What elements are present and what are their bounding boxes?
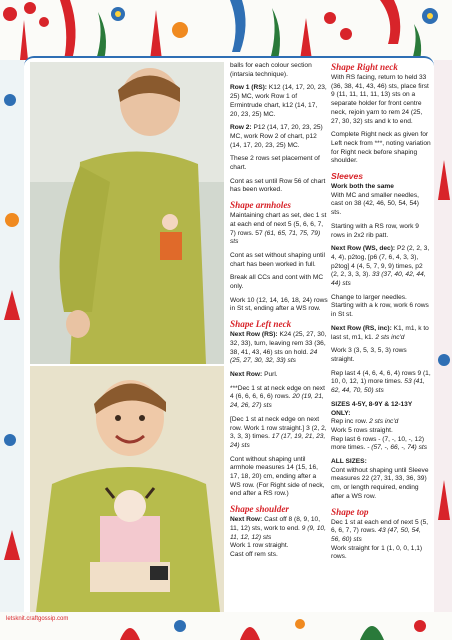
paragraph: Cast off rem sts.: [230, 550, 278, 558]
row-label: Next Row (RS):: [230, 331, 278, 339]
text: ***Dec 1 st at neck edge on next 4 (6, 6, 6, 6, 6) rows.: [230, 384, 325, 401]
paragraph: [331, 436, 431, 453]
row-instruction: [230, 124, 328, 150]
stitch-count: - (57, -, 66, -, 74) sts: [367, 444, 428, 452]
heading-shape-top: Shape top: [331, 506, 369, 517]
paragraph: Cont as set until Row 56 of chart has been worked.: [230, 177, 326, 194]
row-label: Next Row (WS, dec):: [331, 245, 396, 253]
paragraph: With RS facing, return to held 33 (36, 38, 41, 43, 46) sts, place first 9 (11, 11, 11, 11, 13) sts on a separate holder for front centre neck, rejoin yarn to rem 24 (25, 27, 30, 32) sts and k to end.: [331, 74, 429, 125]
text: Dec 1 st at each end of next 5 (5, 6, 6, 7, 7) rows.: [331, 518, 429, 535]
paragraph: Cont without shaping until armhole measures 14 (15, 16, 17, 18, 20) cm, ending after a WS row. (For Right side of neck, end after a RS row.): [230, 455, 325, 498]
paragraph: Break all CCs and cont with MC only.: [230, 274, 324, 291]
sizes-label: ALL SIZES:: [331, 458, 367, 466]
heading-shape-shoulder: Shape shoulder: [230, 504, 289, 515]
paragraph: With MC and smaller needles, cast on 38 (42, 46, 50, 54, 54) sts.: [331, 191, 419, 217]
stitch-count: 2 sts inc'd: [375, 333, 405, 341]
row-text: P2 (2, 2, 3, 4, 4), p2tog, [p6 (7, 6, 4, 3, 3), p2tog] 4 (4, 5, 7, 9, 9) times, p2 (2, 2, 3, 3, 3).: [331, 245, 430, 279]
row-instruction: [230, 331, 328, 366]
row-label: Next Row:: [230, 516, 263, 524]
stitch-count: 20 (19, 21, 24, 26, 27) sts: [230, 393, 324, 410]
row-label: Next Row (RS, inc):: [331, 324, 392, 332]
paragraph: Work 5 rows straight.: [331, 426, 393, 434]
row-text: K1, m1, k to last st, m1, k1.: [331, 324, 429, 341]
stitch-count: 33 (37, 40, 42, 44, 44) sts: [331, 271, 426, 288]
stitch-count: 2 sts inc'd: [369, 418, 399, 426]
stitch-count: 17 (17, 19, 21, 23, 24) sts: [230, 433, 326, 449]
paragraph: Work 3 (3, 5, 3, 5, 3) rows straight.: [331, 347, 407, 363]
stitch-unit: sts: [230, 238, 239, 246]
paragraph: [230, 385, 328, 411]
heading-shape-left-neck: Shape Left neck: [230, 319, 292, 330]
paragraph: Work 10 (12, 14, 16, 18, 24) rows in St st, ending after a WS row.: [230, 296, 328, 313]
stitch-count: 43 (47, 50, 54, 56, 60) sts: [331, 527, 421, 543]
top-folk-art-banner: [0, 0, 452, 60]
stitch-count: 24 (25, 27, 30, 32, 33) sts: [230, 348, 318, 365]
row-text: K24 (25, 27, 30, 32, 33), turn, leaving rem 33 (36, 38, 41, 43, 46) sts on hold.: [230, 331, 327, 356]
text: Rep last 4 (4, 6, 4, 6, 4) rows 9 (1, 10, 0, 12, 1) more times.: [331, 369, 431, 386]
paragraph: These 2 rows set placement of chart.: [230, 155, 320, 172]
subheading-text: Work both the same: [331, 183, 394, 191]
paragraph: Work straight for 1 (1, 0, 0, 1,1) rows.: [331, 544, 423, 561]
row-text: P12 (14, 17, 20, 23, 25) MC, work Row 2 of chart, p12 (14, 17, 20, 23, 25) MC.: [230, 124, 323, 149]
paragraph: Change to larger needles. Starting with a k row, work 6 rows in St st.: [331, 293, 429, 319]
text: [Dec 1 st at neck edge on next row. Work 1 row straight.] 3 (2, 2, 3, 3, 3) times.: [230, 415, 327, 441]
row-label: Row 2:: [230, 124, 252, 132]
footer-url[interactable]: letsknit.craftgossip.com: [6, 616, 69, 622]
row-instruction: [331, 245, 431, 289]
paragraph: [230, 416, 328, 451]
row-instruction: [230, 84, 328, 119]
photo-boy-front-view: [30, 366, 224, 612]
row-label: Next Row:: [230, 370, 263, 378]
sizes-heading: [331, 458, 431, 467]
paragraph: [331, 418, 431, 427]
row-text: K12 (14, 17, 20, 23, 25) MC, work Row 1 of Ermintrude chart, k12 (14, 17, 20, 23, 25) MC.: [230, 84, 327, 118]
paragraph: Cont without shaping until Sleeve measures 22 (27, 31, 33, 36, 39) cm, or length required, ending after a WS row.: [331, 466, 429, 500]
stitch-count: (61, 65, 71, 75, 79): [264, 229, 321, 237]
paragraph: [331, 370, 431, 396]
paragraph: balls for each colour section (intarsia technique).: [230, 62, 312, 78]
heading-shape-right-neck: Shape Right neck: [331, 62, 398, 72]
row-instruction: [230, 516, 328, 542]
sizes-heading: [331, 401, 431, 418]
photo-boy-side-view: [30, 62, 224, 364]
heading-sleeves: Sleeves: [331, 171, 364, 182]
subheading-work-both: [331, 183, 431, 192]
row-instruction: [331, 325, 431, 342]
text-column-middle: [230, 62, 328, 565]
paragraph: Work 1 row straight.: [230, 542, 289, 550]
heading-shape-armholes: Shape armholes: [230, 200, 292, 211]
paragraph: Complete Right neck as given for Left neck from ***, noting variation for Right neck before shaping shoulder.: [331, 131, 431, 165]
stitch-count: 53 (41, 62, 44, 70, 50) sts: [331, 378, 425, 395]
paragraph: [331, 519, 431, 545]
text: Rep inc row.: [331, 418, 370, 426]
text: Rep last 6 rows - (7, -, 10, -, 12) more times.: [331, 435, 425, 452]
right-side-decoration: [434, 60, 452, 612]
row-text: Cast off 8 (8, 9, 10, 11, 12) sts, work to end.: [230, 516, 321, 532]
row-text: Purl.: [262, 370, 278, 378]
row-label: Row 1 (RS):: [230, 84, 267, 92]
stitch-count: 9 (9, 10, 11, 12, 12) sts: [230, 524, 326, 541]
left-side-decoration: [0, 60, 24, 612]
text: Maintaining chart as set, dec 1 st at each end of next 5 (5, 6, 6, 7, 7) rows. 57: [230, 212, 327, 237]
paragraph: [230, 212, 328, 247]
paragraph: Starting with a RS row, work 9 rows in 2x2 rib patt.: [331, 222, 419, 239]
sizes-label: SIZES 4-5Y, 8-9Y & 12-13Y ONLY:: [331, 400, 413, 417]
text-column-right: [331, 62, 431, 567]
paragraph: Cont as set without shaping until chart has been worked in full.: [230, 251, 325, 268]
row-instruction: [230, 371, 328, 380]
